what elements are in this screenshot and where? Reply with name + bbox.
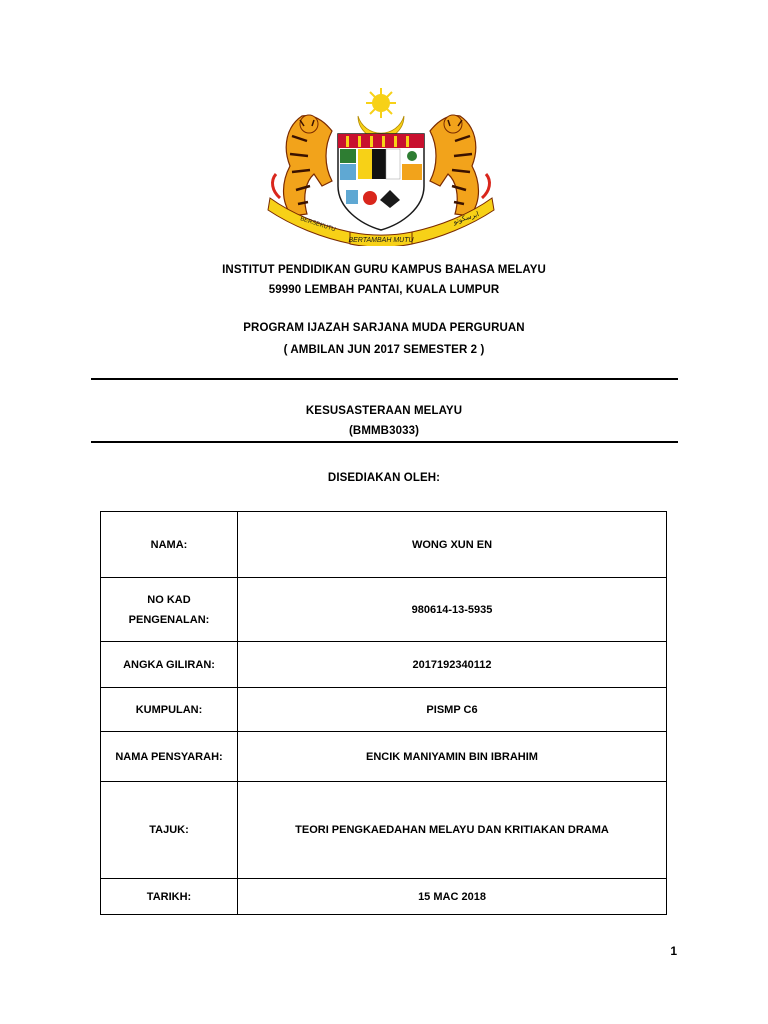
row-value: TEORI PENGKAEDAHAN MELAYU DAN KRITIAKAN DRAMA — [238, 782, 667, 879]
table-row — [101, 879, 667, 915]
prepared-by-heading: DISEDIAKAN OLEH: — [327, 472, 441, 484]
row-label: NAMA PENSYARAH: — [101, 732, 238, 782]
program-name: PROGRAM IJAZAH SARJANA MUDA PERGURUAN — [243, 322, 525, 334]
row-value: 15 MAC 2018 — [238, 879, 667, 915]
row-label: TAJUK: — [101, 782, 238, 879]
crescent-star-icon — [358, 88, 404, 139]
shield-icon — [338, 134, 424, 230]
row-value: ENCIK MANIYAMIN BIN IBRAHIM — [238, 732, 667, 782]
student-info-table — [100, 511, 667, 915]
row-label: TARIKH: — [101, 879, 238, 915]
table-row — [101, 642, 667, 688]
motto-left-text: BERSEKUTU — [299, 216, 337, 234]
table-row — [101, 782, 667, 879]
table-row — [101, 578, 667, 642]
row-label-text: NO KAD PENGENALAN: — [128, 593, 210, 626]
row-label: NAMA: — [101, 512, 238, 578]
table-row — [101, 512, 667, 578]
course-name: KESUSASTERAAN MELAYU — [305, 405, 463, 417]
table-row — [101, 688, 667, 732]
bottom-divider — [91, 441, 678, 443]
page-number: 1 — [670, 944, 677, 958]
motto-right-text: ابرسکوتو — [452, 210, 480, 226]
top-divider — [91, 378, 678, 380]
motto-center-text: BERTAMBAH MUTU — [348, 237, 414, 244]
table-row — [101, 732, 667, 782]
row-value: WONG XUN EN — [238, 512, 667, 578]
row-value: 2017192340112 — [238, 642, 667, 688]
course-code: (BMMB3033) — [348, 425, 419, 437]
row-label: KUMPULAN: — [101, 688, 238, 732]
right-tiger-icon — [430, 115, 489, 216]
left-tiger-icon — [273, 115, 332, 216]
row-value: 980614-13-5935 — [238, 578, 667, 642]
institute-name: INSTITUT PENDIDIKAN GURU KAMPUS BAHASA MELAYU — [222, 264, 546, 276]
row-label — [101, 578, 238, 642]
institute-address: 59990 LEMBAH PANTAI, KUALA LUMPUR — [268, 284, 500, 296]
row-value: PISMP C6 — [238, 688, 667, 732]
intake-info: ( AMBILAN JUN 2017 SEMESTER 2 ) — [283, 344, 485, 356]
coat-of-arms-logo — [262, 86, 500, 246]
row-label: ANGKA GILIRAN: — [101, 642, 238, 688]
